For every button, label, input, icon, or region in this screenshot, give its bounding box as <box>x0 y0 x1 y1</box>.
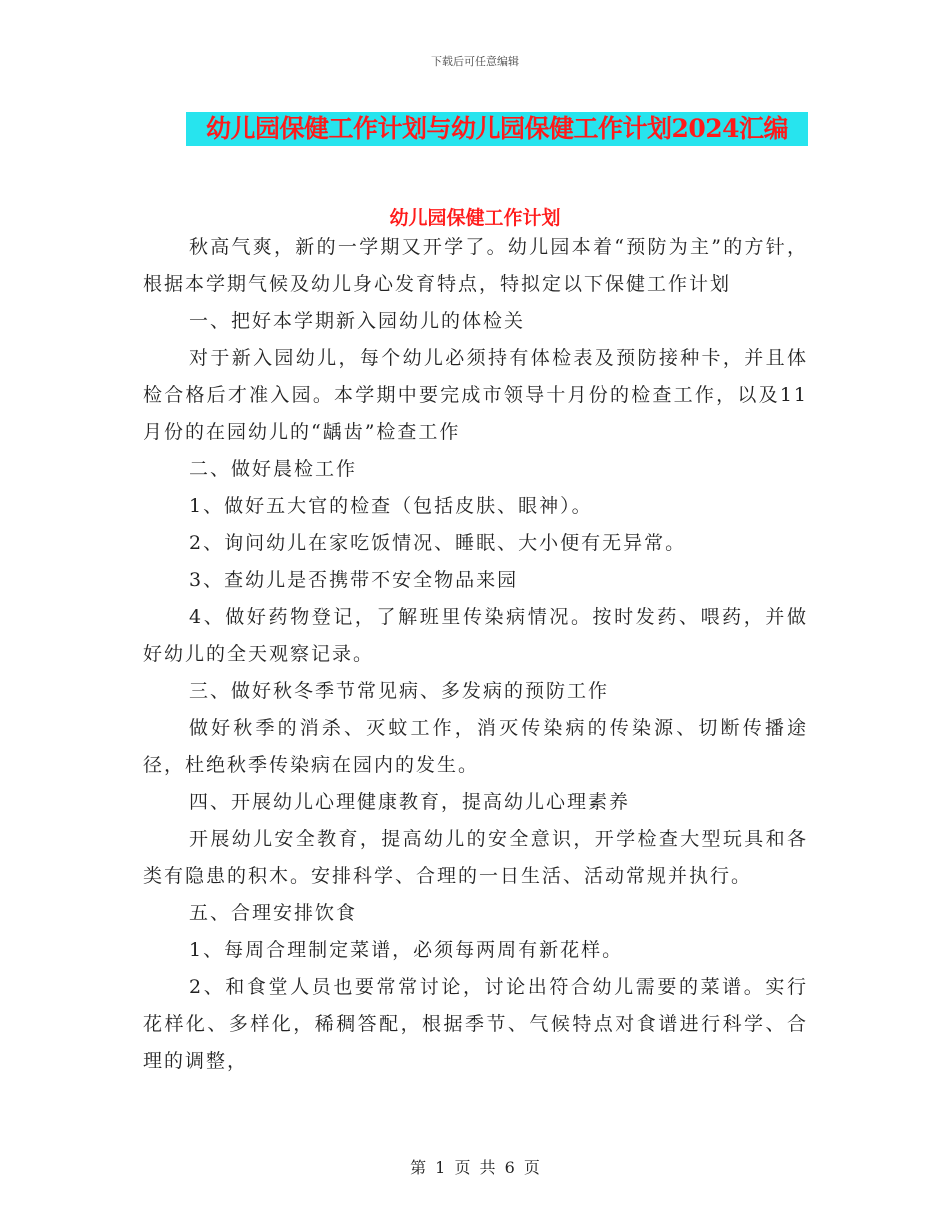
paragraph-intro: 秋高气爽，新的一学期又开学了。幼儿园本着“预防为主”的方针，根据本学期气候及幼儿身心发育特点，特拟定以下保健工作计划 <box>143 236 808 295</box>
list-item: 1、每周合理制定菜谱，必须每两周有新花样。 <box>189 939 624 961</box>
list-item: 2、和食堂人员也要常常讨论，讨论出符合幼儿需要的菜谱。实行花样化、多样化，稀稠答配，根据季节、气候特点对食谱进行科学、合理的调整， <box>143 976 808 1072</box>
list-item: 1、做好五大官的检查（包括皮肤、眼神）。 <box>189 495 593 517</box>
paragraph-section-4: 开展幼儿安全教育，提高幼儿的安全意识，开学检查大型玩具和各类有隐患的积木。安排科学、合理的一日生活、活动常规并执行。 <box>143 828 808 887</box>
paragraph-section-3: 做好秋季的消杀、灭蚊工作，消灭传染病的传染源、切断传播途径，杜绝秋季传染病在园内的发生。 <box>143 717 808 776</box>
header-note: 下载后可任意编辑 <box>431 55 519 68</box>
paragraph-section-1: 对于新入园幼儿，每个幼儿必须持有体检表及预防接种卡，并且体检合格后才准入园。本学期中要完成市领导十月份的检查工作，以及11月份的在园幼儿的“龋齿”检查工作 <box>143 347 808 443</box>
heading-section-1: 一、把好本学期新入园幼儿的体检关 <box>189 310 526 332</box>
heading-section-5: 五、合理安排饮食 <box>189 902 358 924</box>
document-title: 幼儿园保健工作计划与幼儿园保健工作计划2024汇编 <box>186 112 808 146</box>
page-number: 第 1 页 共 6 页 <box>410 1158 540 1177</box>
heading-section-4: 四、开展幼儿心理健康教育，提高幼儿心理素养 <box>189 791 631 813</box>
heading-section-3: 三、做好秋冬季节常见病、多发病的预防工作 <box>189 680 610 702</box>
list-item: 2、询问幼儿在家吃饭情况、睡眠、大小便有无异常。 <box>189 532 687 554</box>
heading-section-2: 二、做好晨检工作 <box>189 458 358 480</box>
list-item: 3、查幼儿是否携带不安全物品来园 <box>189 569 519 591</box>
section-title: 幼儿园保健工作计划 <box>389 207 561 229</box>
list-item: 4、做好药物登记，了解班里传染病情况。按时发药、喂药，并做好幼儿的全天观察记录。 <box>143 606 808 665</box>
document-body <box>143 229 808 1080</box>
